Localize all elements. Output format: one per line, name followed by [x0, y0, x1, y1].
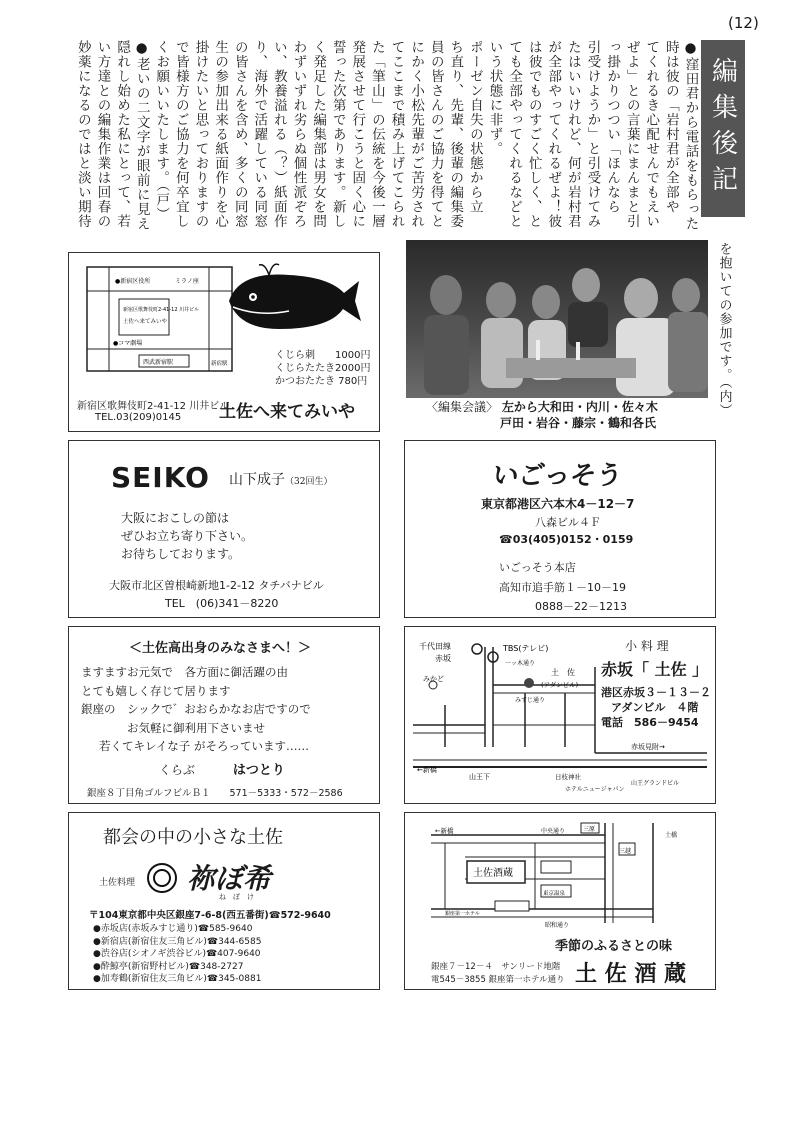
editorial-column: く発足した編集部は男女を問	[310, 40, 327, 229]
seiko-tel: TEL (06)341－8220	[165, 597, 279, 610]
akasaka-address2: アダンビル ４階	[611, 701, 699, 714]
map-label-milano: ミラノ座	[175, 278, 199, 285]
map-label-showa: 昭和通り	[545, 922, 570, 929]
seiko-message-line: お待ちしております。	[121, 547, 241, 561]
hatsutori-line: ますますお元気で 各方面に御活躍の由	[81, 665, 288, 679]
map-label-hitotsugi: 一ッ木通り	[505, 660, 536, 667]
tosa-kite-slogan: 土佐へ来てみいや	[219, 402, 355, 422]
map-label-kite: 土佐へ来てみいや	[123, 319, 168, 325]
editorial-column: 隠れし始めた私にとって、若	[114, 40, 131, 229]
ad-tosa-kite	[68, 252, 380, 432]
ad-nebake	[68, 812, 380, 990]
map-label-address: 新宿区歌舞伎町2-41-12 川井ビル	[123, 307, 200, 313]
nebake-crest-icon	[147, 863, 177, 893]
editorial-column: が全部やってくれるぜよ！彼	[545, 40, 562, 229]
map-label-sakagura: 土佐酒蔵	[473, 868, 513, 879]
nebake-branch: ●渋谷店(シオノギ渋谷ビル)☎407-9640	[93, 949, 261, 959]
editorial-column: っ掛かりつつい「ほんなら	[604, 40, 621, 214]
nebake-branch: ●新宿店(新宿住友三角ビル)☎344-6585	[93, 936, 262, 947]
editorial-column: たはいいけれど、何が岩村君	[564, 40, 581, 229]
igossou-honten: いごっそう本店	[499, 561, 576, 574]
editorial-column: ち直り、先輩、後輩の編集委	[447, 40, 464, 229]
map-label-shinbashi: ←新橋	[435, 827, 454, 835]
editorial-column: にかく小松先輩がご苦労され	[408, 40, 425, 229]
map-label-chiyoda: 千代田線	[419, 642, 451, 651]
editorial-column: い、教養溢れる（？）紙面作	[270, 40, 287, 229]
hatsutori-address: 銀座８丁目角ゴルフビルＢ１ 571－5333・572－2586	[87, 788, 343, 799]
map-label-daiichi: 銀座第一ホテル	[445, 911, 480, 917]
editorial-column: 掛けたいと思っておりますの	[192, 40, 209, 229]
menu-item: かつおたたき 780円	[275, 376, 368, 387]
nebake-logo-reading: ね ぼ け	[219, 893, 254, 901]
meeting-photo	[406, 240, 708, 398]
seiko-owner-name: 山下成子	[229, 472, 285, 488]
editorial-column: 発展させて行こうと固く心に	[349, 40, 366, 229]
editorial-column: の皆さんを含め、多くの同窓	[231, 40, 248, 229]
editorial-column: わずいずれ劣らぬ個性派ぞろ	[290, 40, 307, 229]
map-label-shinjuku: 新宿駅	[211, 361, 228, 367]
nebake-address: 〒104東京都中央区銀座7-6-8(西五番街)☎572-9640	[89, 910, 331, 921]
igossou-honten-address: 高知市追手筋１－10－19	[499, 581, 626, 594]
igossou-building: 八森ビル４Ｆ	[535, 516, 601, 529]
tosa-kite-map	[79, 261, 239, 379]
editorial-column: 引受けようか」と引受けてみ	[584, 40, 601, 229]
hatsutori-line: とても嬉しく存じて居ります	[81, 683, 231, 698]
map-label-tosa: 土 佐	[551, 668, 575, 677]
ad-tosa-sakagura	[404, 812, 716, 990]
seiko-class-year: （32回生）	[285, 477, 333, 487]
hatsutori-club-name: はつとり	[232, 763, 285, 778]
editorial-column: ●老いの二文字が眼前に見え	[133, 40, 150, 231]
seiko-address: 大阪市北区曽根崎新地1-2-12 タチバナビル	[109, 579, 324, 592]
editorial-column: 生の参加出来る紙面作りを心	[212, 40, 229, 229]
menu-item: くじら刺 1000円	[275, 350, 371, 361]
hatsutori-headline: ＜土佐高出身のみなさまへ！＞	[129, 641, 312, 656]
seiko-message-line: ぜひお立ち寄り下さい。	[121, 529, 254, 543]
editorial-column: 妙薬になるのではと淡い期待	[74, 40, 91, 229]
akasaka-tel: 電話 586－9454	[601, 716, 699, 729]
map-label-misuji: みすじ通り	[515, 697, 546, 704]
map-label-adan: (アダンビル)	[541, 681, 579, 689]
editorial-column: り、海外で活躍している同窓	[251, 40, 268, 229]
editorial-column: いう状態に非ず。	[486, 40, 503, 156]
nebake-branch: ●酔鯨亭(新宿野村ビル)☎348-2727	[93, 961, 244, 972]
map-label-hie: 日枝神社	[555, 773, 581, 781]
map-label-sanno: 山王下	[469, 773, 490, 781]
ad-igossou	[404, 440, 716, 618]
whale-icon	[219, 261, 369, 341]
igossou-logo: いごっそう	[490, 461, 625, 491]
editorial-heading: 編集後記	[701, 40, 745, 217]
ad-akasaka-tosa	[404, 626, 716, 804]
map-label-chuo: 中央通り	[541, 828, 566, 835]
map-label-akasaka: 赤坂	[435, 654, 451, 663]
map-label-mikado: みかど	[423, 675, 444, 683]
igossou-tel: ☎03(405)0152・0159	[499, 533, 634, 546]
editorial-column: ぜよ」との言葉にまんまと引	[623, 40, 640, 229]
photo-caption-line2: 戸田・岩谷・藤宗・鶴和各氏	[500, 416, 657, 430]
map-label-koma: ●コマ劇場	[113, 340, 143, 347]
tosa-kite-address: 新宿区歌舞伎町2-41-12 川井ビル	[77, 401, 230, 412]
map-label-dobashi: 土橋	[665, 832, 678, 839]
map-label-onsen: 東京温泉	[543, 891, 566, 897]
editorial-column: くお願いいたします。（戸）	[153, 40, 170, 222]
seiko-logo: SEIKO	[111, 461, 210, 494]
nebake-cuisine: 土佐料理	[99, 878, 136, 888]
sakagura-tel: 電545－3855 銀座第一ホテル通り	[431, 975, 565, 985]
map-label-mihara: 三原	[583, 826, 596, 833]
nebake-branch: ●加寿鶴(新宿住友三角ビル)☎345-0881	[93, 974, 262, 984]
map-label-shinbashi: ←新橋	[417, 766, 437, 774]
map-label-tbs: TBS(テレビ)	[503, 644, 549, 653]
map-label-seibu: 西武新宿駅	[143, 359, 174, 366]
seiko-message-line: 大阪におこしの節は	[121, 511, 230, 525]
tosa-kite-tel: TEL.03(209)0145	[95, 412, 182, 423]
sakagura-tagline: 季節のふるさとの味	[555, 939, 673, 954]
editorial-column: てくれるき心配せんでもえい	[643, 40, 660, 229]
akasaka-store-name: 赤坂「 土佐 」	[601, 660, 709, 679]
hatsutori-line: お気軽に御利用下さいませ	[127, 720, 265, 735]
hatsutori-line: 銀座の シックで゛おおらかなお店ですので	[81, 702, 311, 716]
editorial-column: 員の皆さんのご協力を得てと	[427, 40, 444, 229]
editorial-column: 誓った次第であります。新し	[329, 40, 346, 229]
editorial-column: てここまで積み上げてこられ	[388, 40, 405, 229]
nebake-logo: 祢ぼ希	[187, 862, 272, 895]
photo-caption-tag: 〈編集会議〉	[426, 400, 499, 414]
photo-figures	[406, 240, 708, 398]
map-label-sanno-grand: 山王グランドビル	[631, 780, 680, 787]
hatsutori-line: 若くてキレイな子 がそろっています……	[99, 739, 309, 753]
map-label-mitsukoshi: 三越	[619, 848, 632, 855]
editorial-column: ポーゼン自失の状態から立	[466, 40, 483, 214]
editorial-column: た「筆山」の伝統を今後一層	[368, 40, 385, 229]
sakagura-name: 土 佐 酒 蔵	[575, 961, 686, 987]
photo-caption-line1: 左から大和田・内川・佐々木	[501, 400, 658, 414]
editorial-column: で皆様方のご協力を何卒宜し	[172, 40, 189, 229]
igossou-honten-tel: 0888－22－1213	[535, 600, 627, 613]
editorial-column: 時は彼の「岩村君が全部や	[662, 40, 679, 214]
nebake-tagline: 都会の中の小さな土佐	[103, 827, 283, 848]
sakagura-map	[405, 813, 717, 943]
map-label-mitsuke: 赤坂見附→	[631, 743, 665, 751]
ad-seiko	[68, 440, 380, 618]
map-label-hotel: ホテルニュージャパン	[565, 786, 625, 793]
igossou-address: 東京都港区六本木4－12－7	[481, 497, 635, 511]
photo-side-text: を抱いての参加です。（内）	[716, 242, 732, 418]
editorial-column: い方達との編集作業は回春の	[94, 40, 111, 229]
editorial-column: ても全部やってくれるなどと	[506, 40, 523, 229]
sakagura-address: 銀座７－12－４ サンリード地階	[431, 962, 561, 972]
editorial-column: は彼でものすごく忙しく、と	[525, 40, 542, 229]
ad-hatsutori	[68, 626, 380, 804]
nebake-branch: ●赤坂店(赤坂みすじ通り)☎585-9640	[93, 924, 253, 934]
akasaka-address1: 港区赤坂３－１３－２	[601, 686, 711, 699]
akasaka-category: 小 料 理	[625, 639, 669, 653]
editorial-column: ●窪田君から電話をもらった	[682, 40, 699, 231]
hatsutori-club-label: くらぶ	[159, 763, 196, 777]
map-label-kuyakusho: ●新宿区役所	[115, 278, 151, 285]
menu-item: くじらたたき2000円	[275, 363, 371, 374]
page-number: (12)	[728, 14, 759, 32]
